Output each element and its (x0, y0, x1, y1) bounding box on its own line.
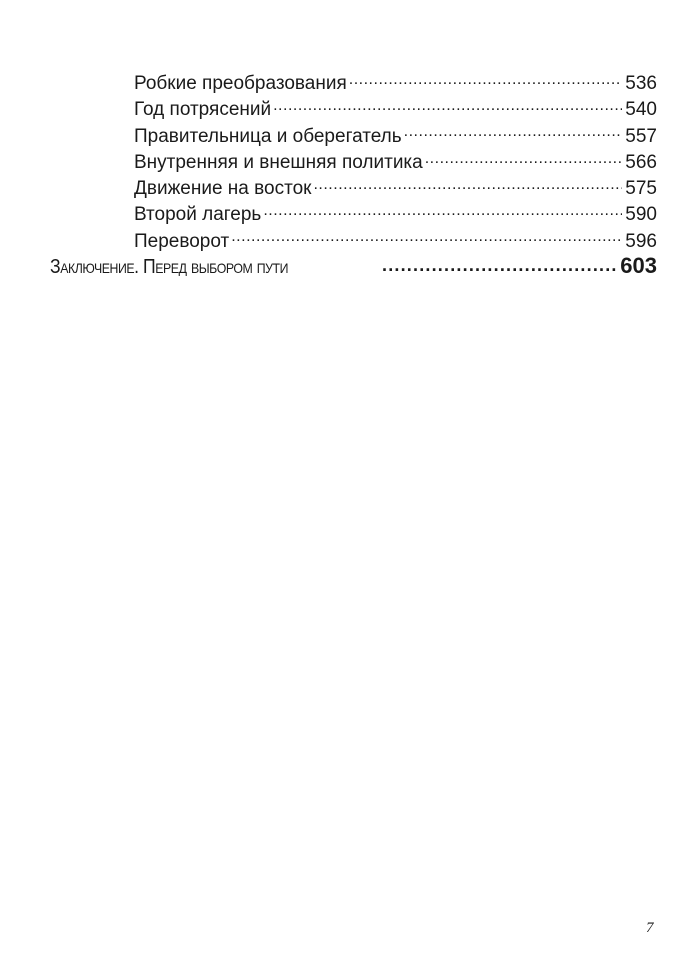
dot-leader (404, 123, 623, 142)
toc-conclusion-entry (50, 253, 657, 279)
toc-entry (134, 70, 657, 96)
toc-entry-title: Правительница и оберегатель (134, 125, 402, 147)
dot-leader (231, 228, 622, 247)
toc-conclusion-title: Заключение. Перед выбором пути (50, 256, 289, 278)
toc-entry-title: Второй лагерь (134, 204, 262, 226)
toc-conclusion-page: 603 (620, 253, 657, 278)
toc-entry-page: 536 (625, 73, 657, 94)
page-number: 7 (646, 920, 654, 936)
toc-entry-page: 596 (625, 230, 657, 252)
dot-leader (263, 201, 622, 220)
dot-leader (349, 70, 623, 89)
dot-leader (382, 257, 617, 273)
toc-entry-title: Робкие преобразования (134, 73, 347, 94)
toc-entry-page: 540 (625, 99, 657, 121)
toc-entry (134, 123, 657, 149)
toc-entry (134, 175, 657, 201)
toc-subsection-list (134, 70, 657, 254)
toc-entry (134, 228, 657, 254)
toc-entry (134, 201, 657, 227)
dot-leader (273, 96, 622, 115)
toc-entry-page: 575 (625, 178, 657, 200)
toc-entry-title: Внутренняя и внешняя политика (134, 151, 423, 173)
toc-entry (134, 149, 657, 175)
dot-leader (425, 149, 623, 168)
toc-entry (134, 96, 657, 122)
toc-entry-page: 557 (625, 125, 657, 147)
toc-entry-title: Движение на восток (134, 178, 312, 200)
dot-leader (313, 175, 622, 194)
toc-entry-page: 566 (625, 151, 657, 173)
toc-entry-title: Год потрясений (134, 99, 272, 121)
toc-entry-title: Переворот (134, 230, 230, 252)
toc-entry-page: 590 (625, 204, 657, 226)
